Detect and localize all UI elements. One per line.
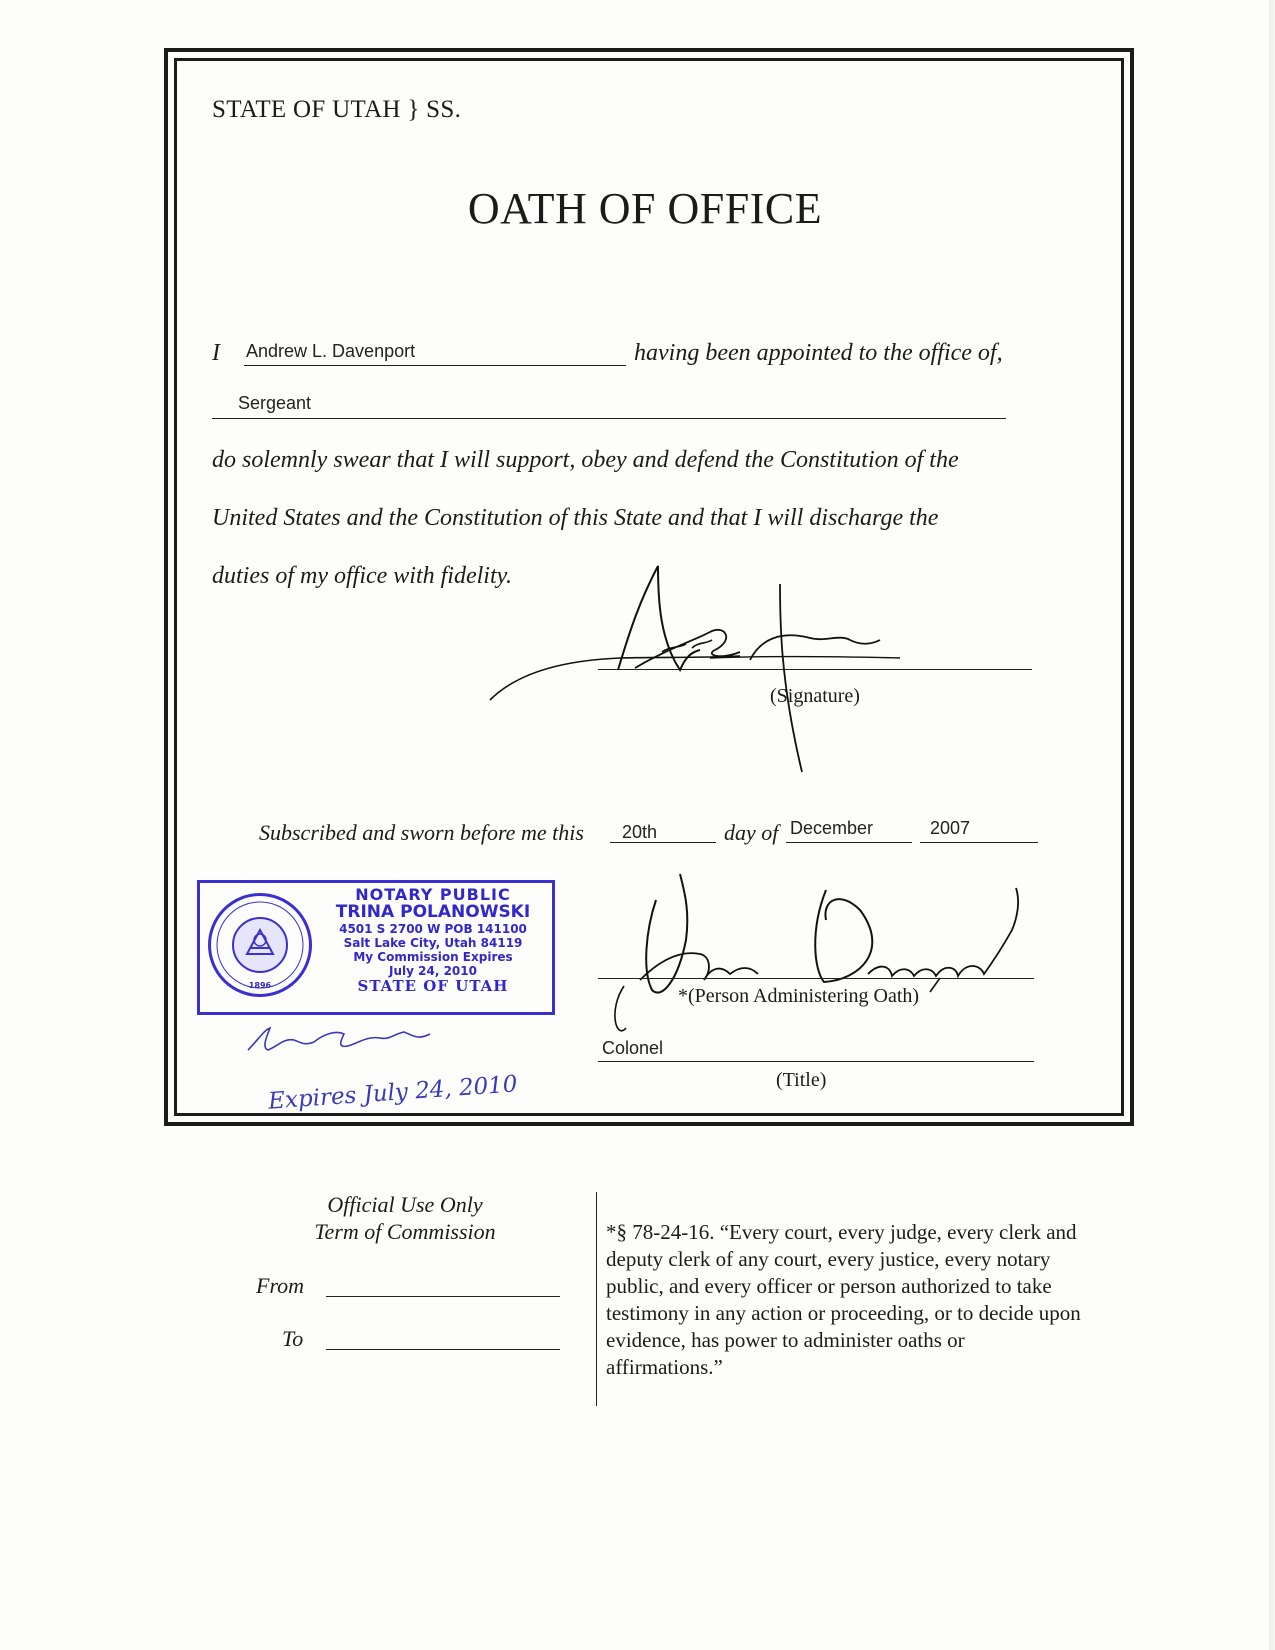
section-divider: [596, 1192, 597, 1406]
stamp-address: 4501 S 2700 W POB 141100: [339, 922, 527, 936]
title-caption: (Title): [776, 1069, 827, 1091]
from-line: [326, 1296, 560, 1297]
oath-text-line-1: do solemnly swear that I will support, obey and defend the Constitution of the: [212, 447, 959, 473]
administering-title-value: Colonel: [602, 1038, 664, 1058]
day-underline: [610, 842, 716, 843]
page-edge: [1269, 0, 1275, 1650]
year-underline: [920, 842, 1038, 843]
document-title: OATH OF OFFICE: [467, 184, 823, 233]
administering-signature: [600, 870, 1100, 1050]
title-line: [598, 1061, 1034, 1062]
name-underline: [244, 365, 626, 366]
term-of-commission-heading: Term of Commission: [314, 1219, 496, 1244]
administering-line: [598, 978, 1034, 979]
administering-caption: *(Person Administering Oath): [678, 985, 920, 1007]
appointee-name: Andrew L. Davenport: [246, 341, 416, 361]
official-use-heading: Official Use Only: [327, 1192, 483, 1217]
state-venue-line: STATE OF UTAH } SS.: [212, 96, 462, 123]
oath-text-line-2: United States and the Constitution of this State and that I will discharge the: [212, 505, 939, 531]
sworn-year: 2007: [930, 818, 971, 838]
stamp-notary-name: TRINA POLANOWSKI: [335, 902, 531, 922]
appointed-text: having been appointed to the office of,: [634, 340, 1003, 366]
stamp-text: [318, 885, 548, 994]
stamp-state: STATE OF UTAH: [357, 977, 509, 995]
stamp-commission-label: My Commission Expires: [353, 950, 513, 964]
stamp-city: Salt Lake City, Utah 84119: [343, 936, 523, 950]
notary-stamp: [197, 880, 555, 1015]
state-seal-icon: [208, 893, 312, 997]
month-underline: [786, 842, 912, 843]
seal-year: 1896: [248, 981, 272, 990]
stamp-commission-date: July 24, 2010: [389, 964, 477, 978]
sworn-month: December: [790, 818, 874, 838]
day-of-text: day of: [724, 820, 779, 845]
signature-caption: (Signature): [770, 685, 860, 707]
stamp-notary-public: NOTARY PUBLIC: [355, 885, 511, 904]
appointee-signature: [480, 560, 900, 780]
oath-text-line-3: duties of my office with fidelity.: [212, 563, 512, 589]
from-label: From: [256, 1273, 305, 1298]
office-underline: [212, 418, 1006, 419]
office-value: Sergeant: [238, 393, 312, 413]
to-line: [326, 1349, 560, 1350]
oath-pronoun: I: [212, 340, 220, 366]
notary-expiry-handwritten: Expires July 24, 2010: [267, 1071, 519, 1115]
sworn-day: 20th: [622, 822, 658, 842]
sworn-prefix: Subscribed and sworn before me this: [259, 820, 584, 845]
to-label: To: [282, 1326, 304, 1351]
notary-signature: [244, 1020, 464, 1060]
statute-footnote: *§ 78-24-16. “Every court, every judge, every clerk and deputy clerk of any court, every justice, every notary public, and every officer or person authorized to take testimony in any action or proceeding, or to decide upon evidence, has power to administer oaths or affirmations.”: [606, 1220, 1081, 1379]
